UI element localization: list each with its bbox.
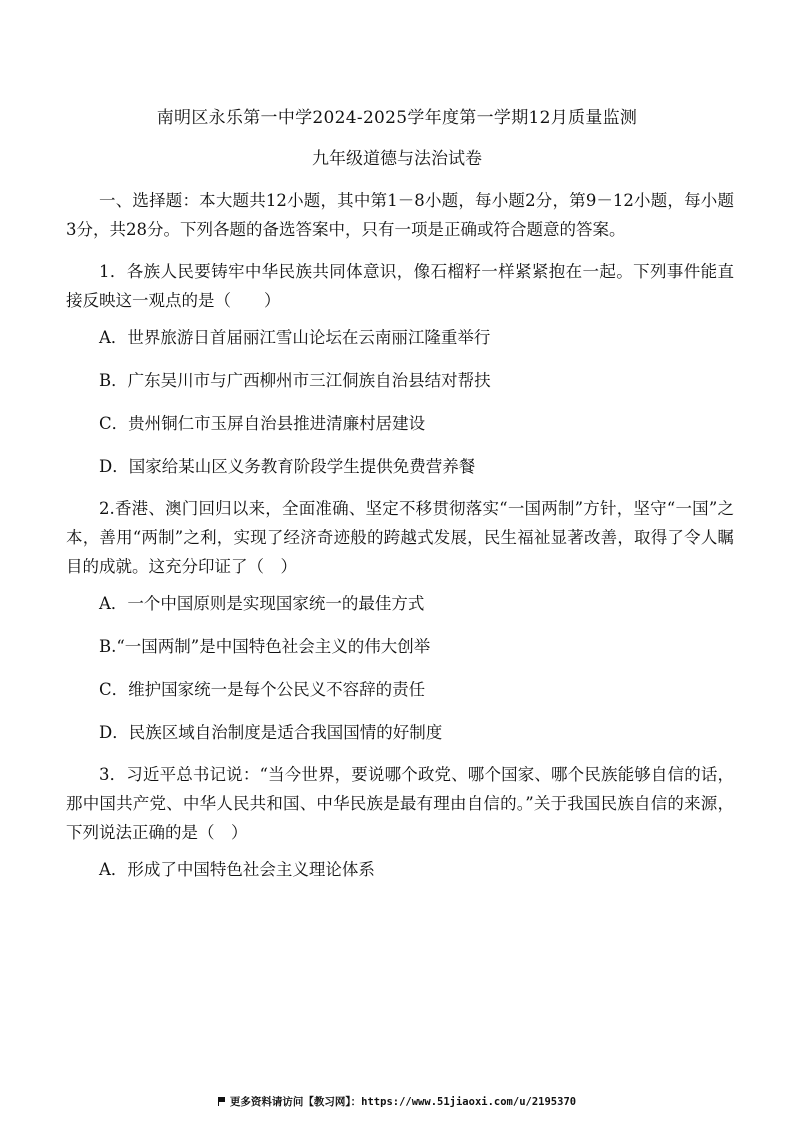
question-3 <box>66 760 734 884</box>
question-1 <box>66 257 734 481</box>
question-stem: 3．习近平总书记说：“当今世界，要说哪个政党、哪个国家、哪个民族能够自信的话，那中国共产党、中华人民共和国、中华民族是最有理由自信的。”关于我国民族自信的来源，下列说法正确的是（ ） <box>66 765 734 842</box>
footer[interactable] <box>0 1094 794 1109</box>
footer-link-text[interactable]: 更多资料请访问【教习网】：https://www.51jiaoxi.com/u/2195370 <box>229 1096 577 1108</box>
question-stem: 1．各族人民要铸牢中华民族共同体意识，像石榴籽一样紧紧抱在一起。下列事件能直接反映这一观点的是（ ） <box>66 262 734 310</box>
option-b: B．广东吴川市与广西柳州市三江侗族自治县结对帮扶 <box>99 371 491 390</box>
flag-icon <box>218 1097 226 1106</box>
exam-content <box>66 186 734 884</box>
question-2 <box>66 494 734 747</box>
exam-title: 南明区永乐第一中学2024-2025学年度第一学期12月质量监测 <box>156 108 638 128</box>
section-instructions: 一、选择题：本大题共12小题，其中第1－8小题，每小题2分，第9－12小题，每小题3分，共28分。下列各题的备选答案中，只有一项是正确或符合题意的答案。 <box>66 191 734 239</box>
question-stem: 2.香港、澳门回归以来，全面准确、坚定不移贯彻落实“一国两制”方针，坚守“一国”之本，善用“两制”之利，实现了经济奇迹般的跨越式发展，民生福祉显著改善，取得了令人瞩目的成就。这充分印证了（ ） <box>66 499 734 576</box>
option-a: A．世界旅游日首届丽江雪山论坛在云南丽江隆重举行 <box>99 328 491 347</box>
option-a: A．形成了中国特色社会主义理论体系 <box>99 860 375 879</box>
exam-subtitle: 九年级道德与法治试卷 <box>312 149 482 169</box>
option-a: A．一个中国原则是实现国家统一的最佳方式 <box>99 594 425 613</box>
option-d: D．民族区域自治制度是适合我国国情的好制度 <box>99 723 443 742</box>
option-c: C．维护国家统一是每个公民义不容辞的责任 <box>99 680 426 699</box>
option-b: B.“一国两制”是中国特色社会主义的伟大创举 <box>99 637 431 656</box>
option-d: D．国家给某山区义务教育阶段学生提供免费营养餐 <box>99 457 476 476</box>
option-c: C．贵州铜仁市玉屏自治县推进清廉村居建设 <box>99 414 426 433</box>
